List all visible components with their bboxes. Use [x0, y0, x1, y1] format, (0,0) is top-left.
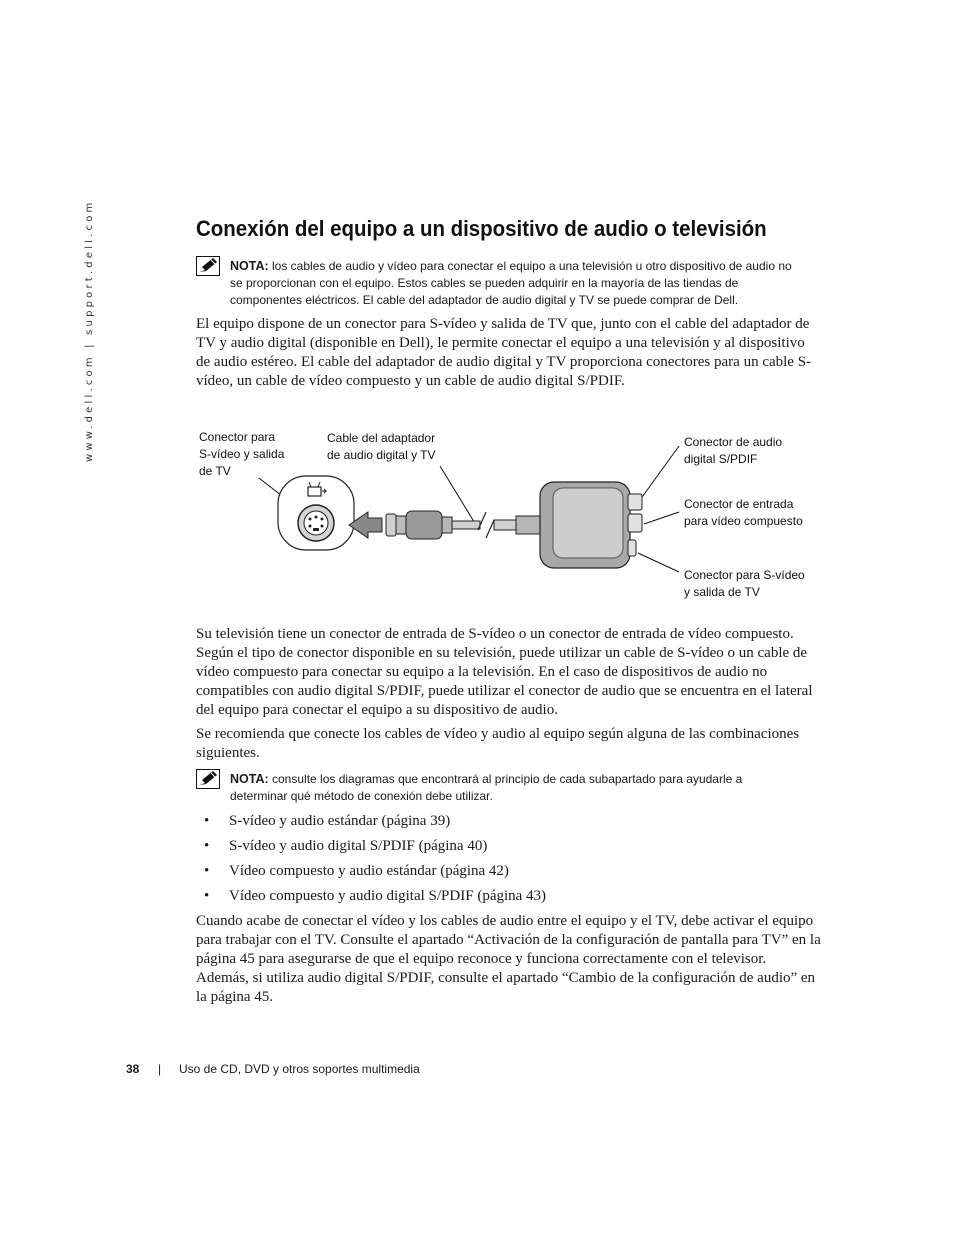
callout-svideo-port: Conector para S-vídeo y salida de TV: [199, 430, 285, 478]
callout-spdif: Conector de audio digital S/PDIF: [684, 435, 783, 466]
note-label: NOTA:: [230, 772, 269, 786]
paragraph-recommendation: Se recomienda que conecte los cables de vídeo y audio al equipo según alguna de las combinaciones siguientes.: [196, 726, 800, 761]
note-text-line3: componentes eléctricos. El cable del adaptador de audio digital y TV se puede comprar de Dell.: [230, 293, 739, 307]
note-text-line2: se proporcionan con el equipo. Estos cables se pueden adquirir en la mayoría de las tiendas de: [230, 276, 739, 290]
note-label: NOTA:: [230, 259, 269, 273]
adapter-box: [540, 482, 642, 568]
paragraph-tv-connectors: Su televisión tiene un conector de entrada de S-vídeo o un conector de entrada de vídeo compuesto. Según el tipo de conector disponible en su televisión, puede utilizar un cable de S-vídeo o un cable de vídeo compuesto para conectar su equipo a la televisión. En el caso de dispositivos de audio no compatibles con audio digital S/PDIF, puede utilizar el conector de audio que se encuentra en el lateral del equipo para conectar el equipo a su dispositivo de audio.: [196, 626, 813, 718]
footer-separator: |: [158, 1062, 162, 1076]
page-number: 38: [126, 1062, 140, 1076]
note-text-line2: determinar qué método de conexión debe utilizar.: [230, 789, 493, 803]
paragraph-conclusion: Cuando acabe de conectar el vídeo y los cables de audio entre el equipo y el TV, debe activar el equipo para trabajar con el TV. Consulte el apartado “Activación de la configuración de pantalla para TV” en la página 45 para asegurarse de que el equipo reconoce y funciona correctamente con el televisor. Además, si utiliza audio digital S/PDIF, consulte el apartado “Cambio de la configuración de audio” en la página 45.: [196, 913, 821, 1005]
note-text-line1: los cables de audio y vídeo para conectar el equipo a una televisión u otro dispositivo de audio no: [272, 259, 792, 273]
svideo-port-icon: [278, 476, 354, 550]
note-text-line1: consulte los diagramas que encontrará al principio de cada subapartado para ayudarle a: [272, 772, 743, 786]
note-box-2: [196, 771, 836, 805]
paragraph-intro: El equipo dispone de un conector para S-vídeo y salida de TV que, junto con el cable del adaptador de TV y audio digital (disponible en Dell), le permite conectar el equipo a una televisión y al dispositivo de audio estéreo. El cable del adaptador de audio digital y TV proporciona conectores para un cable S-vídeo, un cable de vídeo compuesto y un cable de audio digital S/PDIF.: [196, 316, 812, 389]
sidebar-url: www.dell.com | support.dell.com: [84, 199, 95, 462]
footer-chapter: Uso de CD, DVD y otros soportes multimedia: [179, 1062, 420, 1076]
callout-adapter-cable: Cable del adaptador de audio digital y TV: [327, 431, 436, 462]
svideo-plug: [386, 511, 480, 539]
note-pencil-icon: [196, 769, 220, 789]
callout-composite: Conector de entrada para vídeo compuesto: [684, 497, 803, 528]
callout-svideo-out: Conector para S-vídeo y salida de TV: [684, 568, 805, 599]
page-title: Conexión del equipo a un dispositivo de audio o televisión: [196, 216, 767, 241]
